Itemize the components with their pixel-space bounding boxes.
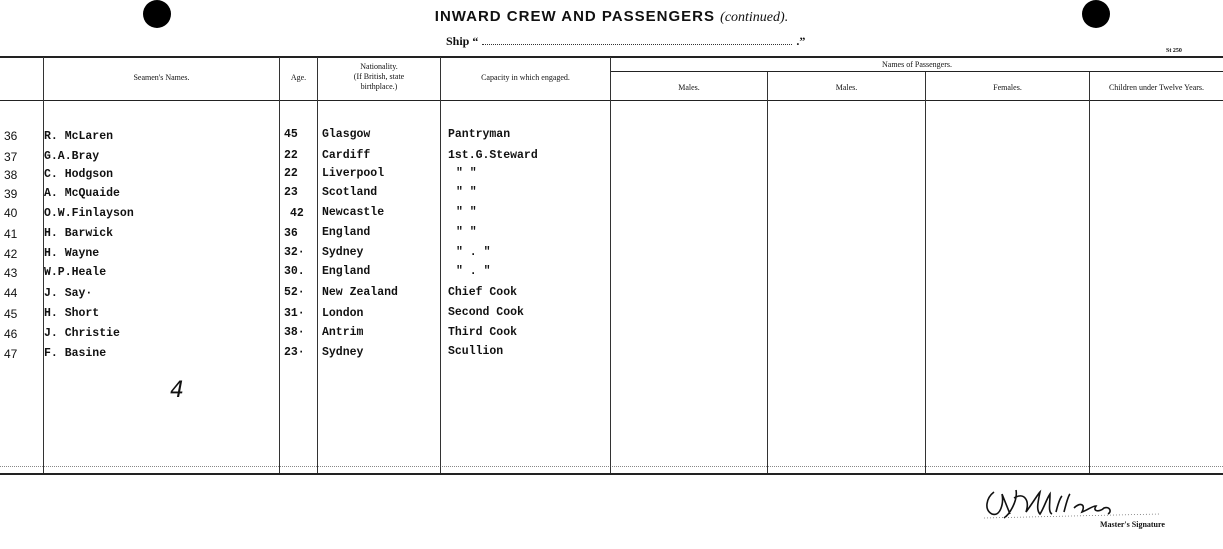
col-header-children: Children under Twelve Years.	[1108, 83, 1205, 92]
seaman-name: H. Barwick	[44, 227, 114, 240]
form-code: St 250	[1166, 48, 1182, 54]
col-header-females: Females.	[993, 83, 1022, 92]
seaman-capacity: Third Cook	[448, 326, 518, 339]
row-number: 37	[4, 150, 18, 164]
title-suffix: (continued).	[720, 10, 789, 25]
col-rule-children-left	[1089, 72, 1090, 473]
row-number: 46	[4, 327, 18, 341]
seaman-name: W.P.Heale	[44, 266, 107, 279]
seaman-name: G.A.Bray	[44, 150, 100, 163]
col-rule-age-right	[317, 57, 318, 473]
page-title	[0, 8, 1223, 26]
seaman-age: 22	[284, 167, 298, 180]
header-bottom-rule	[0, 100, 1223, 101]
row-number: 40	[4, 206, 18, 220]
col-header-nationality	[318, 62, 440, 92]
col-rule-capacity-left	[440, 57, 441, 473]
ship-close-quote: .”	[796, 34, 806, 48]
row-number: 47	[4, 347, 18, 361]
row-number: 42	[4, 247, 18, 261]
seaman-nationality: Scotland	[322, 186, 378, 199]
seaman-age: 22	[284, 149, 298, 162]
col-rule-capacity-right	[610, 57, 611, 473]
passenger-group-rule	[610, 71, 1223, 72]
seaman-name: C. Hodgson	[44, 168, 114, 181]
seaman-capacity: " "	[456, 206, 477, 219]
col-rule-names-left	[43, 57, 44, 473]
row-number: 45	[4, 307, 18, 321]
row-number: 38	[4, 168, 18, 182]
row-number: 36	[4, 129, 18, 143]
seaman-nationality: England	[322, 226, 371, 239]
seaman-capacity: Pantryman	[448, 128, 511, 141]
row-number: 39	[4, 187, 18, 201]
ship-label: Ship “	[446, 34, 479, 48]
col-header-age: Age.	[290, 73, 307, 82]
seaman-age: 52·	[284, 286, 305, 299]
seaman-capacity: Scullion	[448, 345, 504, 358]
title-text: INWARD CREW AND PASSENGERS	[434, 8, 715, 25]
seaman-age: 36	[284, 227, 298, 240]
seaman-age: 30.	[284, 265, 305, 278]
seaman-name: F. Basine	[44, 347, 107, 360]
col-header-names: Seamen's Names.	[133, 73, 190, 82]
col-rule-females-left	[925, 72, 926, 473]
seaman-name: A. McQuaide	[44, 187, 120, 200]
col-header-passengers: Names of Passengers.	[882, 60, 952, 69]
seaman-name: J. Christie	[44, 327, 120, 340]
col-rule-males2-left	[767, 72, 768, 473]
seaman-capacity: " . "	[456, 246, 491, 259]
seaman-capacity: " . "	[456, 265, 491, 278]
seaman-nationality: London	[322, 307, 364, 320]
row-number: 43	[4, 266, 18, 280]
seaman-capacity: Chief Cook	[448, 286, 518, 299]
col-header-males-1: Males.	[678, 83, 700, 92]
faint-dotted-line	[0, 466, 1223, 467]
seaman-name: H. Wayne	[44, 247, 100, 260]
row-number: 44	[4, 286, 18, 300]
seaman-name: O.W.Finlayson	[44, 207, 134, 220]
ship-name-blank	[482, 34, 792, 45]
seaman-nationality: Sydney	[322, 246, 364, 259]
seaman-age: 32·	[284, 246, 305, 259]
header-top-rule	[0, 56, 1223, 58]
col-header-capacity: Capacity in which engaged.	[481, 73, 570, 82]
seaman-capacity: Second Cook	[448, 306, 524, 319]
signature-text: J. Williams	[980, 484, 985, 485]
seaman-age: 42	[290, 207, 304, 220]
seaman-age: 23·	[284, 346, 305, 359]
seaman-age: 23	[284, 186, 298, 199]
seaman-capacity: " "	[456, 226, 477, 239]
handwritten-mark: 4	[170, 378, 184, 403]
nationality-line1: Nationality.	[360, 62, 398, 71]
seaman-name: R. McLaren	[44, 130, 114, 143]
seaman-nationality: Glasgow	[322, 128, 371, 141]
seaman-age: 31·	[284, 307, 305, 320]
seaman-age: 45	[284, 128, 298, 141]
body-bottom-rule	[0, 473, 1223, 475]
seaman-nationality: New Zealand	[322, 286, 398, 299]
nationality-line3: birthplace.)	[360, 82, 398, 91]
seaman-nationality: Liverpool	[322, 167, 385, 180]
nationality-line2: (If British, state	[353, 72, 405, 81]
row-number: 41	[4, 227, 18, 241]
master-signature	[980, 484, 1165, 524]
seaman-capacity: " "	[456, 167, 477, 180]
ship-field	[446, 34, 805, 49]
seaman-name: J. Say·	[44, 287, 93, 300]
col-header-males-2: Males.	[835, 83, 858, 92]
signature-label: Master's Signature	[1100, 520, 1165, 529]
seaman-nationality: Cardiff	[322, 149, 371, 162]
seaman-nationality: Antrim	[322, 326, 364, 339]
seaman-capacity: 1st.G.Steward	[448, 149, 538, 162]
seaman-age: 38·	[284, 326, 305, 339]
seaman-nationality: England	[322, 265, 371, 278]
seaman-name: H. Short	[44, 307, 100, 320]
seaman-capacity: " "	[456, 186, 477, 199]
seaman-nationality: Newcastle	[322, 206, 385, 219]
seaman-nationality: Sydney	[322, 346, 364, 359]
col-rule-age-left	[279, 57, 280, 473]
